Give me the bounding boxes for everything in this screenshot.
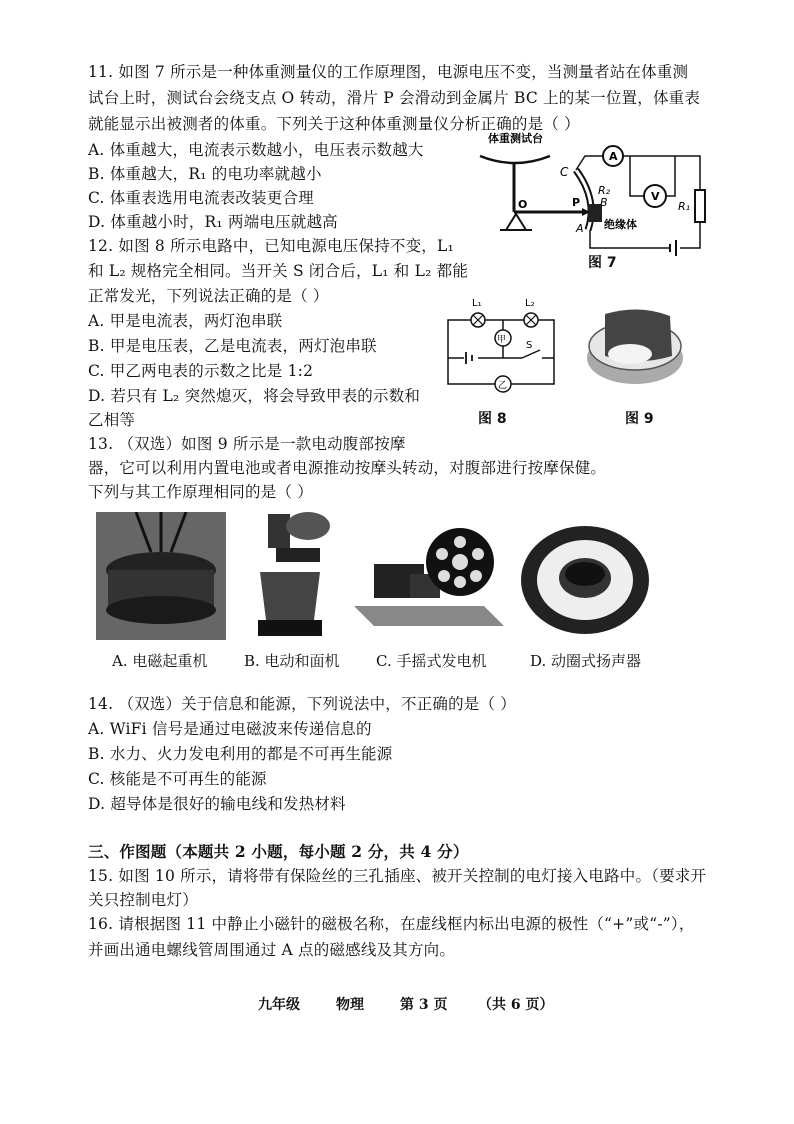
q12-option-c: C. 甲乙两电表的示数之比是 1:2 bbox=[88, 362, 314, 380]
figure-7-caption: 图 7 bbox=[588, 255, 617, 271]
q13-line2: 器，它可以利用内置电池或者电源推动按摩头转动，对腹部进行按摩保健。 bbox=[88, 459, 607, 477]
fig7-ammeter-label: A bbox=[609, 150, 618, 163]
q14-option-d: D. 超导体是很好的输电线和发热材料 bbox=[88, 795, 346, 813]
q11-line3: 就能显示出被测者的体重。下列关于这种体重测量仪分析正确的是（ ） bbox=[88, 115, 580, 133]
fig7-r2-label: R₂ bbox=[598, 184, 611, 197]
figure-9-caption: 图 9 bbox=[625, 411, 654, 427]
option-a-electromagnetic-crane-photo bbox=[96, 512, 226, 640]
q11-option-a: A. 体重越大，电流表示数越小，电压表示数越大 bbox=[88, 141, 424, 159]
q13-line3: 下列与其工作原理相同的是（ ） bbox=[88, 483, 313, 501]
option-c-hand-crank-generator-photo bbox=[354, 520, 504, 640]
q12-option-b: B. 甲是电压表，乙是电流表，两灯泡串联 bbox=[88, 337, 377, 355]
footer-subject: 物理 bbox=[336, 997, 364, 1013]
q11-option-b: B. 体重越大，R₁ 的电功率就越小 bbox=[88, 165, 322, 183]
q12-line1: 12. 如图 8 所示电路中，已知电源电压保持不变，L₁ bbox=[88, 237, 454, 255]
fig8-s-label: S bbox=[526, 340, 533, 351]
q15-line1: 15. 如图 10 所示，请将带有保险丝的三孔插座、被开关控制的电灯接入电路中。（要求开 bbox=[88, 867, 707, 885]
q13-line1: 13. （双选）如图 9 所示是一款电动腹部按摩 bbox=[88, 435, 406, 453]
fig8-l2-label: L₂ bbox=[525, 298, 535, 309]
q14-option-c: C. 核能是不可再生的能源 bbox=[88, 770, 267, 788]
figure-9-massager-photo bbox=[580, 296, 690, 396]
option-c-caption: C. 手摇式发电机 bbox=[376, 652, 487, 670]
option-b-caption: B. 电动和面机 bbox=[244, 652, 340, 670]
q11-line1: 11. 如图 7 所示是一种体重测量仪的工作原理图，电源电压不变，当测量者站在体重测 bbox=[88, 63, 689, 81]
figure-8-caption: 图 8 bbox=[478, 411, 507, 427]
q16-line2: 并画出通电螺线管周围通过 A 点的磁感线及其方向。 bbox=[88, 941, 456, 959]
q12-option-d-cont: 乙相等 bbox=[88, 411, 136, 429]
fig8-l1-label: L₁ bbox=[472, 298, 482, 309]
fig7-r1-label: R₁ bbox=[678, 200, 691, 213]
section-3-title: 三、作图题（本题共 2 小题，每小题 2 分，共 4 分） bbox=[88, 842, 469, 861]
q14-option-a: A. WiFi 信号是通过电磁波来传递信息的 bbox=[88, 720, 372, 738]
footer-page: 第 3 页 bbox=[400, 997, 448, 1013]
q12-line2: 和 L₂ 规格完全相同。当开关 S 闭合后，L₁ 和 L₂ 都能 bbox=[88, 262, 469, 280]
q15-line2: 关只控制电灯） bbox=[88, 891, 198, 909]
q11-option-c: C. 体重表选用电流表改装更合理 bbox=[88, 189, 314, 207]
fig7-c-label: C bbox=[560, 165, 569, 179]
q11-option-d: D. 体重越小时，R₁ 两端电压就越高 bbox=[88, 213, 338, 231]
q14-option-b: B. 水力、火力发电利用的都是不可再生能源 bbox=[88, 745, 393, 763]
q14-line1: 14. （双选）关于信息和能源，下列说法中，不正确的是（ ） bbox=[88, 695, 517, 713]
fig7-insulator-label: 绝缘体 bbox=[604, 218, 637, 231]
fig7-p-label: P bbox=[572, 196, 581, 209]
option-d-moving-coil-speaker-photo bbox=[518, 518, 652, 638]
figure-8-circuit bbox=[436, 290, 566, 402]
footer-grade: 九年级 bbox=[258, 997, 300, 1013]
q12-option-d: D. 若只有 L₂ 突然熄灭，将会导致甲表的示数和 bbox=[88, 387, 421, 405]
q12-line3: 正常发光，下列说法正确的是（ ） bbox=[88, 287, 329, 305]
fig7-platform-label: 体重测试台 bbox=[488, 132, 543, 145]
q12-option-a: A. 甲是电流表，两灯泡串联 bbox=[88, 312, 283, 330]
fig7-b-label: B bbox=[600, 196, 608, 209]
option-a-caption: A. 电磁起重机 bbox=[112, 652, 208, 670]
fig8-yi-label: 乙 bbox=[498, 381, 508, 391]
footer-total: （共 6 页） bbox=[478, 997, 554, 1013]
fig8-jia-label: 甲 bbox=[497, 335, 507, 345]
fig7-voltmeter-label: V bbox=[651, 190, 660, 203]
option-d-caption: D. 动圈式扬声器 bbox=[530, 652, 642, 670]
q11-line2: 试台上时，测试台会绕支点 O 转动，滑片 P 会滑动到金属片 BC 上的某一位置，体重表 bbox=[88, 89, 701, 107]
q16-line1: 16. 请根据图 11 中静止小磁针的磁极名称，在虚线框内标出电源的极性（“+”或“-”）， bbox=[88, 915, 695, 933]
option-b-electric-dough-mixer-photo bbox=[240, 508, 340, 640]
fig7-a-label: A bbox=[576, 222, 584, 235]
fig7-o-label: O bbox=[518, 198, 528, 211]
figure-7-weight-scale-circuit bbox=[470, 130, 720, 270]
